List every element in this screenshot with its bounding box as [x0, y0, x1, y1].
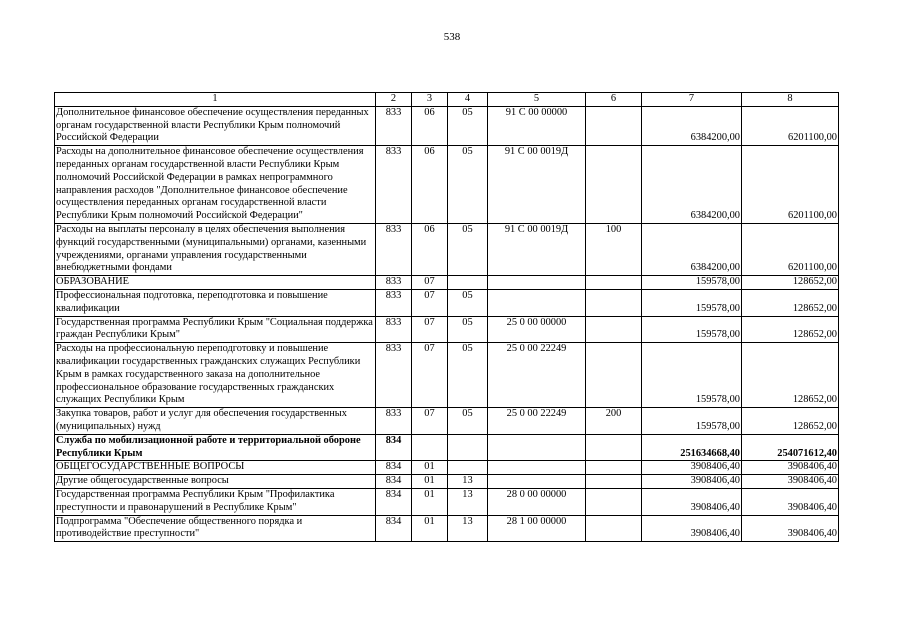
row-section: 07	[412, 289, 448, 316]
row-amount-col7: 6384200,00	[642, 106, 742, 145]
header-cell-8: 8	[742, 93, 839, 107]
row-expense-type: 200	[586, 408, 642, 435]
header-cell-4: 4	[448, 93, 488, 107]
row-expense-type	[586, 106, 642, 145]
row-description: ОБЩЕГОСУДАРСТВЕННЫЕ ВОПРОСЫ	[55, 461, 376, 475]
row-amount-col8: 128652,00	[742, 316, 839, 343]
row-ministry-code: 834	[376, 515, 412, 542]
row-target-item: 91 С 00 0019Д	[488, 223, 586, 275]
page-number: 538	[443, 31, 461, 43]
row-subsection: 13	[448, 475, 488, 489]
row-target-item	[488, 434, 586, 461]
table-row	[55, 461, 839, 475]
header-row	[55, 93, 839, 107]
row-section: 06	[412, 223, 448, 275]
row-section: 06	[412, 106, 448, 145]
row-section: 07	[412, 276, 448, 290]
row-description: Государственная программа Республики Крым "Социальная поддержка граждан Республики Крым"	[55, 316, 376, 343]
row-amount-col8: 128652,00	[742, 289, 839, 316]
row-subsection	[448, 434, 488, 461]
row-section: 01	[412, 461, 448, 475]
row-target-item: 25 0 00 22249	[488, 408, 586, 435]
table-row	[55, 408, 839, 435]
row-subsection: 13	[448, 488, 488, 515]
row-subsection: 05	[448, 146, 488, 224]
row-amount-col8: 3908406,40	[742, 461, 839, 475]
row-amount-col7: 6384200,00	[642, 146, 742, 224]
row-expense-type	[586, 289, 642, 316]
row-ministry-code: 834	[376, 461, 412, 475]
row-amount-col7: 6384200,00	[642, 223, 742, 275]
row-ministry-code: 833	[376, 289, 412, 316]
row-description: Государственная программа Республики Крым "Профилактика преступности и правонарушений в Республике Крым"	[55, 488, 376, 515]
row-section: 01	[412, 475, 448, 489]
row-ministry-code: 833	[376, 316, 412, 343]
row-amount-col7: 159578,00	[642, 316, 742, 343]
budget-table	[54, 92, 839, 542]
row-subsection: 05	[448, 408, 488, 435]
row-expense-type	[586, 475, 642, 489]
row-expense-type	[586, 316, 642, 343]
row-target-item: 25 0 00 22249	[488, 343, 586, 408]
row-description: Дополнительное финансовое обеспечение осуществления переданных органам государственной власти Республики Крым полномочий Российской Федерации	[55, 106, 376, 145]
row-description: Закупка товаров, работ и услуг для обеспечения государственных (муниципальных) нужд	[55, 408, 376, 435]
row-target-item	[488, 289, 586, 316]
row-amount-col8: 3908406,40	[742, 475, 839, 489]
row-description: Расходы на дополнительное финансовое обеспечение осуществления переданных органам государственной власти Республики Крым полномочий Российской Федерации в рамках непрограммного направления расходов "Дополнительное финансовое обеспечение осуществления переданных органам государственной власти Республики Крым полномочий Российской Федерации"	[55, 146, 376, 224]
row-description: Служба по мобилизационной работе и территориальной обороне Республики Крым	[55, 434, 376, 461]
row-amount-col8: 128652,00	[742, 343, 839, 408]
table-row	[55, 276, 839, 290]
row-amount-col7: 3908406,40	[642, 461, 742, 475]
row-target-item: 91 С 00 00000	[488, 106, 586, 145]
row-expense-type	[586, 461, 642, 475]
row-amount-col7: 3908406,40	[642, 488, 742, 515]
header-cell-1: 1	[55, 93, 376, 107]
row-subsection: 05	[448, 106, 488, 145]
row-amount-col7: 159578,00	[642, 289, 742, 316]
row-amount-col8: 128652,00	[742, 408, 839, 435]
row-expense-type	[586, 488, 642, 515]
row-amount-col8: 3908406,40	[742, 488, 839, 515]
header-cell-5: 5	[488, 93, 586, 107]
row-subsection: 05	[448, 223, 488, 275]
table-row	[55, 488, 839, 515]
table-row	[55, 289, 839, 316]
row-amount-col7: 251634668,40	[642, 434, 742, 461]
row-subsection	[448, 276, 488, 290]
row-target-item: 28 1 00 00000	[488, 515, 586, 542]
row-subsection: 05	[448, 289, 488, 316]
table-row	[55, 343, 839, 408]
row-description: Другие общегосударственные вопросы	[55, 475, 376, 489]
row-amount-col8: 6201100,00	[742, 223, 839, 275]
row-target-item: 28 0 00 00000	[488, 488, 586, 515]
row-amount-col7: 159578,00	[642, 276, 742, 290]
row-expense-type	[586, 434, 642, 461]
table-row-agency-total	[55, 434, 839, 461]
row-ministry-code: 834	[376, 434, 412, 461]
row-amount-col8: 254071612,40	[742, 434, 839, 461]
row-section: 01	[412, 488, 448, 515]
row-amount-col7: 3908406,40	[642, 475, 742, 489]
header-cell-6: 6	[586, 93, 642, 107]
row-subsection: 13	[448, 515, 488, 542]
row-section: 01	[412, 515, 448, 542]
row-target-item	[488, 276, 586, 290]
row-expense-type	[586, 343, 642, 408]
header-cell-2: 2	[376, 93, 412, 107]
header-cell-7: 7	[642, 93, 742, 107]
row-ministry-code: 834	[376, 475, 412, 489]
row-ministry-code: 833	[376, 276, 412, 290]
table-row	[55, 223, 839, 275]
row-expense-type: 100	[586, 223, 642, 275]
table-row	[55, 515, 839, 542]
row-description: Расходы на выплаты персоналу в целях обеспечения выполнения функций государственными (муниципальными) органами, казенными учреждениями, органами управления государственными внебюджетными фондами	[55, 223, 376, 275]
row-ministry-code: 833	[376, 146, 412, 224]
row-expense-type	[586, 515, 642, 542]
row-amount-col8: 3908406,40	[742, 515, 839, 542]
row-ministry-code: 833	[376, 408, 412, 435]
row-section	[412, 434, 448, 461]
row-amount-col7: 159578,00	[642, 408, 742, 435]
row-section: 06	[412, 146, 448, 224]
row-amount-col8: 6201100,00	[742, 146, 839, 224]
row-section: 07	[412, 343, 448, 408]
row-subsection: 05	[448, 343, 488, 408]
row-amount-col7: 3908406,40	[642, 515, 742, 542]
row-ministry-code: 834	[376, 488, 412, 515]
row-ministry-code: 833	[376, 343, 412, 408]
table-row	[55, 475, 839, 489]
row-expense-type	[586, 146, 642, 224]
row-subsection: 05	[448, 316, 488, 343]
row-subsection	[448, 461, 488, 475]
row-target-item: 91 С 00 0019Д	[488, 146, 586, 224]
table-row	[55, 316, 839, 343]
row-amount-col8: 6201100,00	[742, 106, 839, 145]
row-target-item	[488, 461, 586, 475]
row-section: 07	[412, 408, 448, 435]
row-expense-type	[586, 276, 642, 290]
row-description: Расходы на профессиональную переподготовку и повышение квалификации государственных гражданских служащих Республики Крым в рамках государственного заказа на дополнительное профессиональное образование государственных гражданских служащих Республики Крым	[55, 343, 376, 408]
row-description: Подпрограмма "Обеспечение общественного порядка и противодействие преступности"	[55, 515, 376, 542]
row-amount-col8: 128652,00	[742, 276, 839, 290]
table-row	[55, 106, 839, 145]
row-description: ОБРАЗОВАНИЕ	[55, 276, 376, 290]
row-ministry-code: 833	[376, 223, 412, 275]
row-target-item: 25 0 00 00000	[488, 316, 586, 343]
row-description: Профессиональная подготовка, переподготовка и повышение квалификации	[55, 289, 376, 316]
header-cell-3: 3	[412, 93, 448, 107]
row-section: 07	[412, 316, 448, 343]
row-amount-col7: 159578,00	[642, 343, 742, 408]
row-target-item	[488, 475, 586, 489]
row-ministry-code: 833	[376, 106, 412, 145]
table-row	[55, 146, 839, 224]
